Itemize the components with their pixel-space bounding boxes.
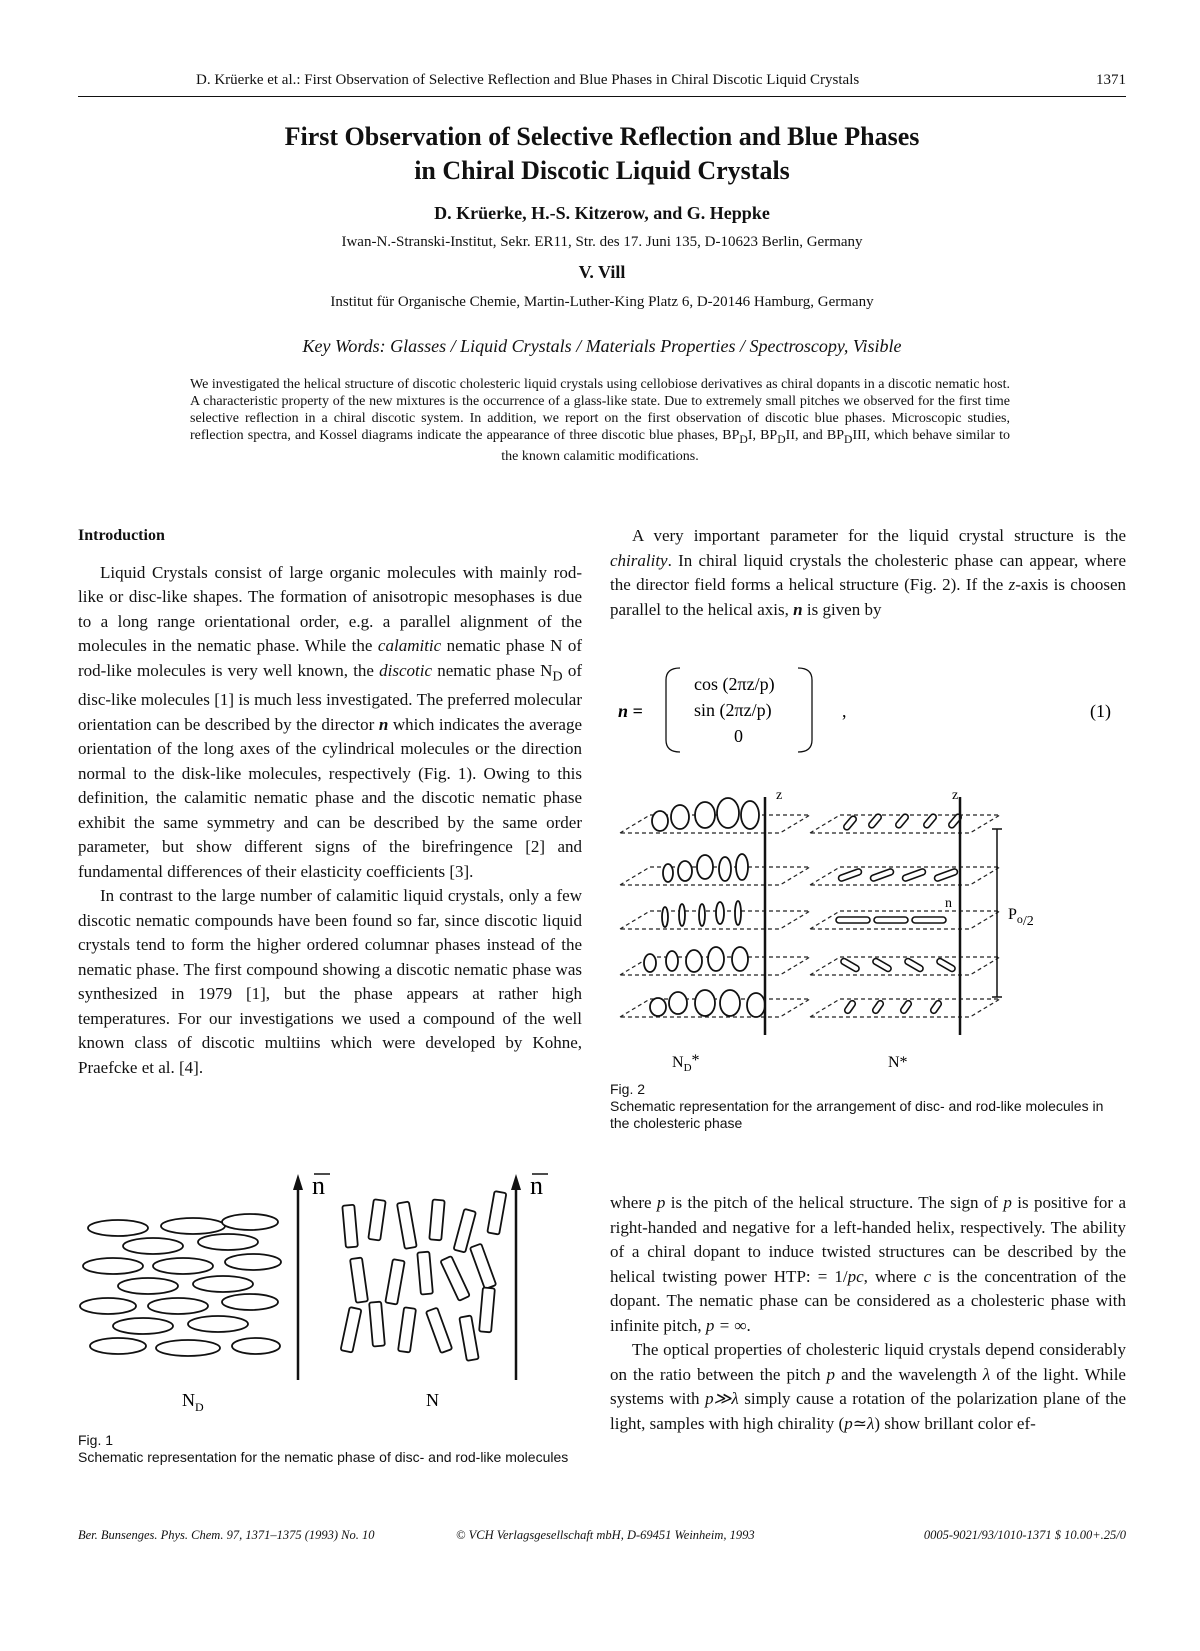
- body-text: where: [610, 1193, 657, 1212]
- math-symbol: p: [1003, 1193, 1012, 1212]
- math-symbol: λ: [982, 1364, 991, 1384]
- abstract-text: III, which behave similar to the known calamitic modifications.: [501, 428, 1010, 464]
- page-number: 1371: [1096, 72, 1126, 88]
- director-symbol: n: [793, 599, 803, 619]
- abstract-subscript: D: [777, 432, 786, 446]
- math-symbol: p≫λ: [705, 1389, 739, 1408]
- figure-1: [78, 1170, 582, 1425]
- caption-text: Schematic representation for the nematic phase of disc- and rod-like molecules: [78, 1449, 569, 1465]
- title-line-1: First Observation of Selective Reflection and Blue Phases: [284, 122, 920, 151]
- footer-publisher: © VCH Verlagsgesellschaft mbH, D-69451 Weinheim, 1993: [456, 1528, 755, 1542]
- abstract-subscript: D: [739, 432, 748, 446]
- math-symbol: p≃λ: [844, 1413, 875, 1433]
- pitch-paragraph: [610, 1191, 1126, 1338]
- math-symbol: p: [826, 1364, 836, 1384]
- math-symbol: p = ∞: [705, 1315, 747, 1335]
- equation-row-2: sin (2πz/p): [694, 700, 772, 720]
- affiliation-secondary: Institut für Organische Chemie, Martin-Luther-King Platz 6, D-20146 Hamburg, Germany: [330, 294, 874, 310]
- equation-number: (1): [1090, 701, 1111, 721]
- article-title: [78, 120, 1126, 188]
- authors-secondary: V. Vill: [578, 262, 626, 282]
- director-label: n: [312, 1171, 325, 1200]
- director-label: n: [945, 896, 952, 911]
- body-text: which indicates the average orientation of the long axes of the cylindrical molecules or the direction normal to the disk-like molecules, respectively (Fig. 1). Owing to this definition, the calamitic nematic phase and the discotic nematic phase exhibit the same symmetry and can be described by the same order parameter, but show different signs of the birefringence [2] and fundamental differences of their elasticity coefficients [3].: [78, 714, 583, 881]
- equation-row-1: cos (2πz/p): [694, 674, 775, 694]
- body-text: is the concentration of the dopant. The nematic phase can be considered as a cholesteric phase with infinite pitch,: [610, 1266, 1126, 1335]
- body-text: is positive for a right-handed and negative for a left-handed helix, respectively. The ability of a chiral dopant to induce twisted structures can be described by the helical twisting power HTP: = 1/: [610, 1193, 1126, 1286]
- title-line-2: in Chiral Discotic Liquid Crystals: [414, 156, 790, 185]
- optics-paragraph: [610, 1338, 1126, 1436]
- footer-journal: Ber. Bunsenges. Phys. Chem. 97, 1371–1375 (1993) No. 10: [78, 1528, 375, 1542]
- body-text: and the wavelength: [835, 1364, 983, 1384]
- figure-1-caption: [78, 1432, 582, 1466]
- intro-paragraph-2: In contrast to the large number of calamitic liquid crystals, only a few discotic nematic compounds have been found so far, since discotic liquid crystals tend to form the higher ordered columnar phases instead of the nematic phase. The first compound showing a discotic nematic phase was synthesized in 1979 [1], but the phase appears at rather high temperatures. For our investigations we used a compound of the well known class of discotic multiins which were developed by Kohne, Praefcke et al. [4].: [78, 886, 582, 1077]
- body-text: Liquid Crystals consist of large organic molecules with mainly rod-like or disc-like shapes. The formation of anisotropic mesophases is due to a long range orientational order, e.g. a parallel alignment of the molecules in the nematic phase. While the: [78, 562, 582, 655]
- plane: [620, 911, 810, 929]
- subscript: D: [552, 667, 563, 684]
- label-n-star: N*: [888, 1054, 908, 1071]
- caption-label: Fig. 2: [610, 1081, 646, 1097]
- equation-1: [610, 660, 1126, 760]
- affiliation-primary: Iwan-N.-Stranski-Institut, Sekr. ER11, Str. des 17. Juni 135, D-10623 Berlin, Germany: [341, 234, 863, 250]
- section-heading: Introduction: [78, 527, 165, 544]
- body-text: simply cause a rotation of the polarization plane of the light, samples with high chirality (: [610, 1389, 1127, 1433]
- body-text: . In chiral liquid crystals the cholesteric phase can appear, where the director field forms a helical structure (Fig. 2). If the: [610, 550, 1126, 594]
- abstract-text: We investigated the helical structure of discotic cholesteric liquid crystals using cellobiose derivatives as chiral dopants in a discotic nematic host. A characteristic property of the new mixtures is the occurrence of a glass-like state. Due to extremely small pitches we observed for the first time selective reflection in a chiral discotic system. In addition, we report on the first observation of discotic blue phases. Microscopic studies, reflection spectra, and Kossel diagrams indicate the appearance of three discotic blue phases, BP: [190, 377, 1010, 443]
- intro-paragraph-1: [78, 561, 582, 885]
- equation-comma: ,: [842, 701, 847, 721]
- keywords: Key Words: Glasses / Liquid Crystals / Materials Properties / Spectroscopy, Visible: [302, 336, 902, 356]
- caption-label: Fig. 1: [78, 1432, 114, 1448]
- left-bracket: [666, 668, 680, 752]
- body-text: is given by: [802, 599, 882, 619]
- math-symbol: pc: [847, 1266, 864, 1286]
- equation-lhs: n =: [618, 701, 643, 721]
- left-column: [78, 524, 582, 1080]
- body-text: A very important parameter for the liquid crystal structure is the: [632, 526, 1126, 545]
- abstract: [190, 376, 1010, 465]
- figure-2: [610, 785, 1126, 1075]
- pitch-label: $P_o/2$: [1008, 906, 1034, 929]
- right-column-top: [610, 524, 1126, 622]
- body-text: .: [746, 1315, 751, 1335]
- authors-primary: D. Krüerke, H.-S. Kitzerow, and G. Heppke: [434, 203, 770, 223]
- abstract-subscript: D: [844, 432, 853, 446]
- equation-row-3: 0: [734, 726, 743, 746]
- body-text: nematic phase N of rod-like molecules is very well known, the: [78, 636, 582, 680]
- body-text: The optical properties of cholesteric liquid crystals depend considerably on the ratio between the pitch: [610, 1340, 1126, 1384]
- chirality-paragraph: [610, 524, 1126, 622]
- running-header: [78, 70, 1126, 97]
- figure-2-caption: [610, 1081, 1126, 1132]
- math-symbol: p: [656, 1193, 666, 1212]
- z-axis-label: z: [952, 788, 959, 803]
- label-nd-star: $N_D*$: [672, 1052, 700, 1074]
- caption-text: Schematic representation for the arrangement of disc- and rod-like molecules in the cholesteric phase: [610, 1098, 1104, 1131]
- body-text: , where: [863, 1266, 924, 1286]
- emphasis: chirality: [610, 550, 668, 570]
- z-axis-label: z: [776, 788, 783, 803]
- z-symbol: z: [1008, 575, 1016, 594]
- right-column-bottom: [610, 1191, 1126, 1436]
- body-text: of disc-like molecules [1] is much less investigated. The preferred molecular orientation can be described by the director: [78, 660, 582, 734]
- label-nd: $N_D$: [182, 1390, 204, 1414]
- label-n: N: [426, 1390, 439, 1410]
- right-bracket: [798, 668, 812, 752]
- footer-code: 0005-9021/93/1010-1371 $ 10.00+.25/0: [923, 1528, 1126, 1542]
- plane: [620, 867, 810, 885]
- director-label: n: [530, 1171, 543, 1200]
- body-text: is the pitch of the helical structure. The sign of: [665, 1193, 1004, 1212]
- body-text: -axis is choosen parallel to the helical axis,: [610, 575, 1127, 619]
- emphasis: discotic: [379, 660, 433, 680]
- running-title: D. Krüerke et al.: First Observation of Selective Reflection and Blue Phases in Chiral Discotic Liquid Crystals: [196, 72, 860, 88]
- emphasis: calamitic: [377, 636, 442, 655]
- abstract-text: II, and BP: [785, 428, 845, 443]
- math-symbol: c: [923, 1266, 932, 1286]
- body-text: ) show brillant color ef-: [874, 1413, 1036, 1433]
- abstract-text: I, BP: [747, 428, 778, 443]
- body-text: of the light. While systems with: [610, 1364, 1126, 1408]
- body-text: nematic phase N: [432, 660, 553, 680]
- director-symbol: n: [378, 714, 389, 734]
